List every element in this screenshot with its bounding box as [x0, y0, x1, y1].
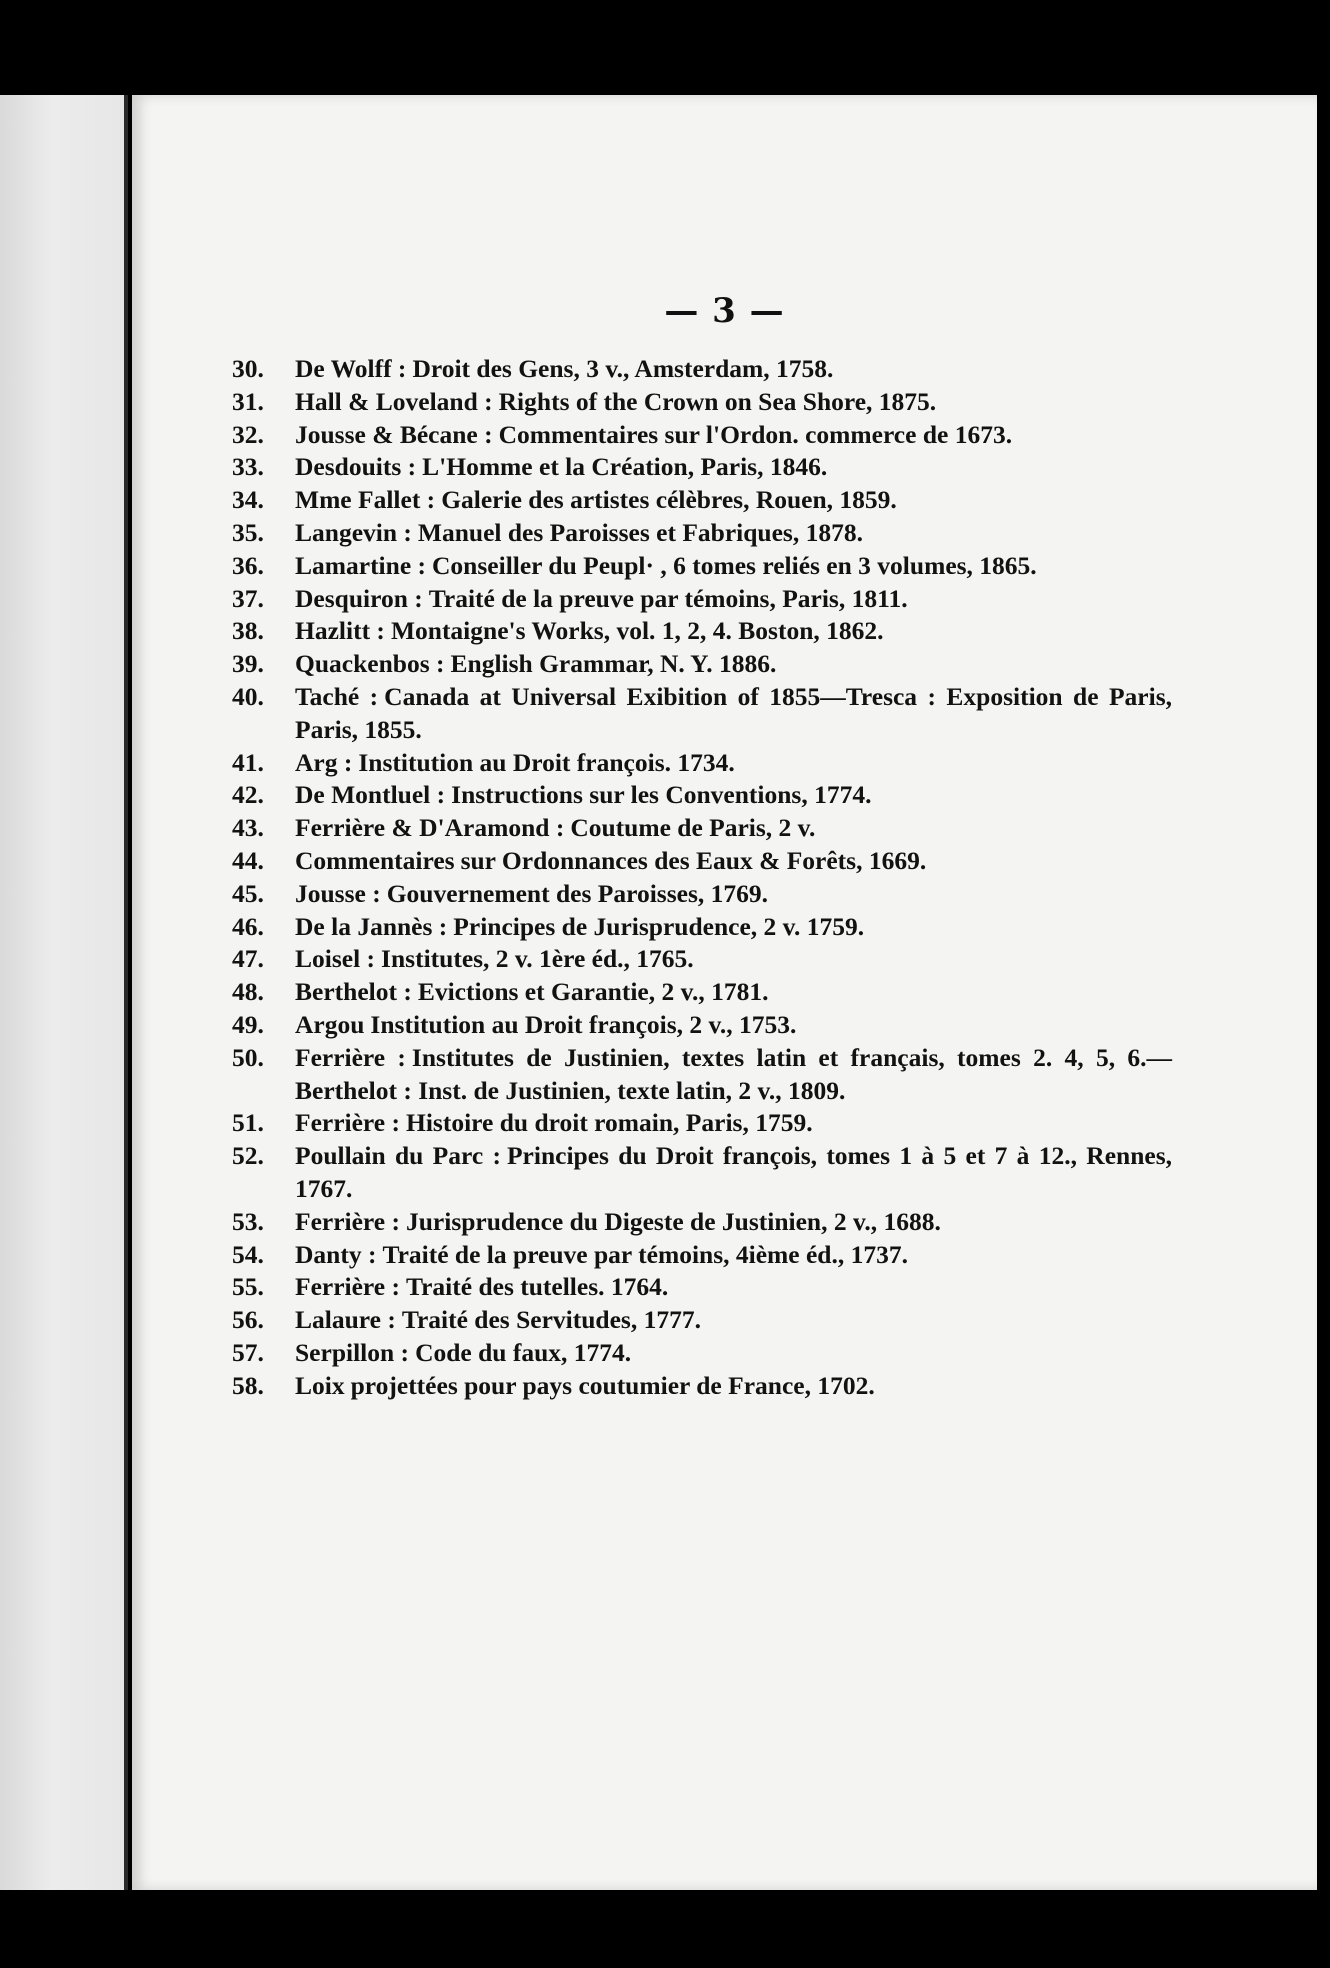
entry-text — [295, 681, 1172, 747]
entry-title: Institutes de Justinien, textes latin et français, tomes 2. 4, 5, 6.—Berthelot : Inst. de Justinien, texte latin, 2 v., 1809. — [295, 1042, 1173, 1105]
entry-text — [295, 1107, 1172, 1140]
catalogue-entry — [232, 747, 1172, 780]
catalogue-entry — [232, 451, 1172, 484]
entry-number: 36. — [232, 550, 264, 580]
entry-text — [295, 353, 1172, 386]
entry-title: Traité de la preuve par témoins, 4ième éd., 1737. — [382, 1239, 908, 1269]
entry-author: Loix — [295, 1370, 345, 1400]
entry-text — [295, 419, 1172, 452]
entry-title: Droit des Gens, 3 v., Amsterdam, 1758. — [412, 354, 834, 383]
entry-number: 58. — [232, 1370, 264, 1400]
entry-author: Quackenbos : — [295, 649, 445, 679]
entry-text — [295, 484, 1172, 517]
entry-author: Commentaires — [295, 845, 455, 875]
entry-author: Desdouits : — [295, 452, 417, 482]
entry-author: De la Jannès : — [295, 911, 448, 941]
entry-number: 54. — [232, 1239, 264, 1269]
entry-text — [295, 583, 1172, 616]
catalogue-entry — [232, 1206, 1172, 1239]
entry-number: 38. — [232, 616, 264, 646]
catalogue-entry — [232, 1337, 1172, 1370]
entry-author: De Wolff : — [295, 354, 407, 383]
entry-title: sur Ordonnances des Eaux & Forêts, 1669. — [460, 845, 927, 875]
entry-text — [295, 1009, 1172, 1042]
entry-text — [295, 451, 1172, 484]
entry-author: Langevin : — [295, 517, 412, 547]
entry-text — [295, 1042, 1172, 1108]
catalogue-entry — [232, 1140, 1172, 1206]
catalogue-entry — [232, 812, 1172, 845]
entry-number: 40. — [232, 681, 264, 711]
entry-number: 30. — [232, 354, 264, 383]
entry-author: Poullain du Parc : — [295, 1141, 501, 1171]
entry-number: 48. — [232, 977, 264, 1007]
entry-number: 42. — [232, 780, 264, 810]
catalogue-entry — [232, 943, 1172, 976]
entry-title: Instructions sur les Conventions, 1774. — [451, 780, 872, 810]
entry-text — [295, 943, 1172, 976]
catalogue-entry — [232, 1271, 1172, 1304]
entry-text — [295, 1140, 1172, 1206]
catalogue-entry — [232, 1370, 1172, 1403]
entry-title: Institutes, 2 v. 1ère éd., 1765. — [381, 944, 694, 974]
entry-title: Commentaires sur l'Ordon. commerce de 1673. — [498, 419, 1013, 449]
entry-author: Lamartine : — [295, 550, 427, 580]
entry-author: Ferrière : — [295, 1042, 406, 1072]
entry-number: 35. — [232, 517, 264, 547]
entry-number: 45. — [232, 878, 264, 908]
entry-title: Principes du Droit françois, tomes 1 à 5 et 7 à 12., Rennes, 1767. — [295, 1141, 1172, 1203]
entry-title: Traité des Servitudes, 1777. — [401, 1305, 701, 1335]
entry-number: 47. — [232, 944, 264, 974]
entry-title: Traité des tutelles. 1764. — [405, 1272, 669, 1302]
entry-text — [295, 386, 1172, 419]
catalogue-entry — [232, 484, 1172, 517]
entry-author: Ferrière : — [295, 1206, 400, 1236]
entry-number: 49. — [232, 1009, 264, 1039]
entry-author: Jousse : — [295, 878, 381, 908]
entry-text — [295, 550, 1172, 583]
entry-number: 37. — [232, 583, 264, 613]
entry-title: Montaigne's Works, vol. 1, 2, 4. Boston, 1862. — [390, 616, 884, 646]
entry-text — [295, 1304, 1172, 1337]
entry-author: Berthelot : — [295, 977, 412, 1007]
catalogue-entry — [232, 517, 1172, 550]
catalogue-entry — [232, 648, 1172, 681]
catalogue-entry — [232, 615, 1172, 648]
catalogue-entry — [232, 1009, 1172, 1042]
previous-page-edge — [0, 95, 128, 1890]
page-number: — 3 — — [664, 291, 785, 331]
catalogue-entry — [232, 878, 1172, 911]
entry-title: Conseiller du Peupl· , 6 tomes reliés en 3 volumes, 1865. — [432, 550, 1037, 580]
entry-author: Mme Fallet : — [295, 485, 436, 515]
entry-number: 33. — [232, 452, 264, 482]
entry-number: 50. — [232, 1042, 264, 1072]
catalogue-entry — [232, 419, 1172, 452]
entry-number: 56. — [232, 1305, 264, 1335]
entry-title: Evictions et Garantie, 2 v., 1781. — [417, 977, 769, 1007]
catalogue-entry — [232, 681, 1172, 747]
entry-text — [295, 517, 1172, 550]
entry-number: 41. — [232, 747, 264, 777]
entry-number: 52. — [232, 1141, 264, 1171]
entry-title: Rights of the Crown on Sea Shore, 1875. — [498, 386, 937, 416]
catalogue-entry — [232, 583, 1172, 616]
catalogue-entry — [232, 976, 1172, 1009]
entry-number: 39. — [232, 649, 264, 679]
entry-title: Institution au Droit françois. 1734. — [358, 747, 735, 777]
entry-title: L'Homme et la Création, Paris, 1846. — [422, 452, 828, 482]
entry-title: Jurisprudence du Digeste de Justinien, 2 v., 1688. — [405, 1206, 941, 1236]
entry-author: Serpillon : — [295, 1337, 410, 1367]
entry-number: 31. — [232, 386, 264, 416]
entry-author: De Montluel : — [295, 780, 446, 810]
entry-number: 53. — [232, 1206, 264, 1236]
entry-title: projettées pour pays coutumier de France, 1702. — [350, 1370, 875, 1400]
entry-text — [295, 976, 1172, 1009]
entry-title: English Grammar, N. Y. 1886. — [450, 649, 777, 679]
entry-title: Traité de la preuve par témoins, Paris, 1811. — [428, 583, 908, 613]
entry-author: Jousse & Bécane : — [295, 419, 493, 449]
catalogue-entry — [232, 911, 1172, 944]
entry-title: Code du faux, 1774. — [415, 1337, 632, 1367]
catalogue-entry — [232, 353, 1172, 386]
entry-author: Arg : — [295, 747, 353, 777]
entry-title: Canada at Universal Exibition of 1855—Tresca : Exposition de Paris, Paris, 1855. — [295, 681, 1173, 744]
entry-title: Manuel des Paroisses et Fabriques, 1878. — [417, 517, 863, 547]
entry-author: Loisel : — [295, 944, 376, 974]
entry-text — [295, 1271, 1172, 1304]
catalogue-entry-list — [232, 353, 1172, 1403]
entry-title: Galerie des artistes célèbres, Rouen, 1859. — [441, 485, 897, 515]
entry-text — [295, 878, 1172, 911]
entry-text — [295, 615, 1172, 648]
entry-author: Ferrière : — [295, 1108, 400, 1138]
entry-number: 57. — [232, 1337, 264, 1367]
entry-text — [295, 911, 1172, 944]
entry-title: Histoire du droit romain, Paris, 1759. — [405, 1108, 813, 1138]
entry-author: Hazlitt : — [295, 616, 385, 646]
catalogue-entry — [232, 845, 1172, 878]
catalogue-entry — [232, 386, 1172, 419]
entry-author: Taché : — [295, 681, 379, 711]
catalogue-entry — [232, 1304, 1172, 1337]
entry-author: Desquiron : — [295, 583, 423, 613]
entry-text — [295, 1337, 1172, 1370]
entry-text — [295, 845, 1172, 878]
entry-title: Principes de Jurisprudence, 2 v. 1759. — [453, 911, 865, 941]
entry-author: Ferrière & D'Aramond : — [295, 813, 565, 843]
entry-number: 44. — [232, 845, 264, 875]
entry-title: Coutume de Paris, 2 v. — [570, 813, 816, 843]
entry-text — [295, 747, 1172, 780]
entry-author: Ferrière : — [295, 1272, 400, 1302]
catalogue-entry — [232, 1107, 1172, 1140]
catalogue-page — [132, 95, 1317, 1890]
entry-text — [295, 1370, 1172, 1403]
entry-author: Argou — [295, 1009, 365, 1039]
entry-author: Hall & Loveland : — [295, 386, 493, 416]
entry-text — [295, 648, 1172, 681]
entry-author: Danty : — [295, 1239, 377, 1269]
entry-number: 55. — [232, 1272, 264, 1302]
entry-number: 32. — [232, 419, 264, 449]
entry-author: Lalaure : — [295, 1305, 396, 1335]
entry-number: 46. — [232, 911, 264, 941]
catalogue-entry — [232, 1042, 1172, 1108]
catalogue-entry — [232, 550, 1172, 583]
entry-title: Institution au Droit françois, 2 v., 1753. — [370, 1009, 797, 1039]
entry-text — [295, 1239, 1172, 1272]
entry-text — [295, 779, 1172, 812]
entry-text — [295, 1206, 1172, 1239]
catalogue-entry — [232, 1239, 1172, 1272]
entry-number: 34. — [232, 485, 264, 515]
entry-number: 43. — [232, 813, 264, 843]
catalogue-entry — [232, 779, 1172, 812]
entry-number: 51. — [232, 1108, 264, 1138]
entry-text — [295, 812, 1172, 845]
entry-title: Gouvernement des Paroisses, 1769. — [386, 878, 769, 908]
